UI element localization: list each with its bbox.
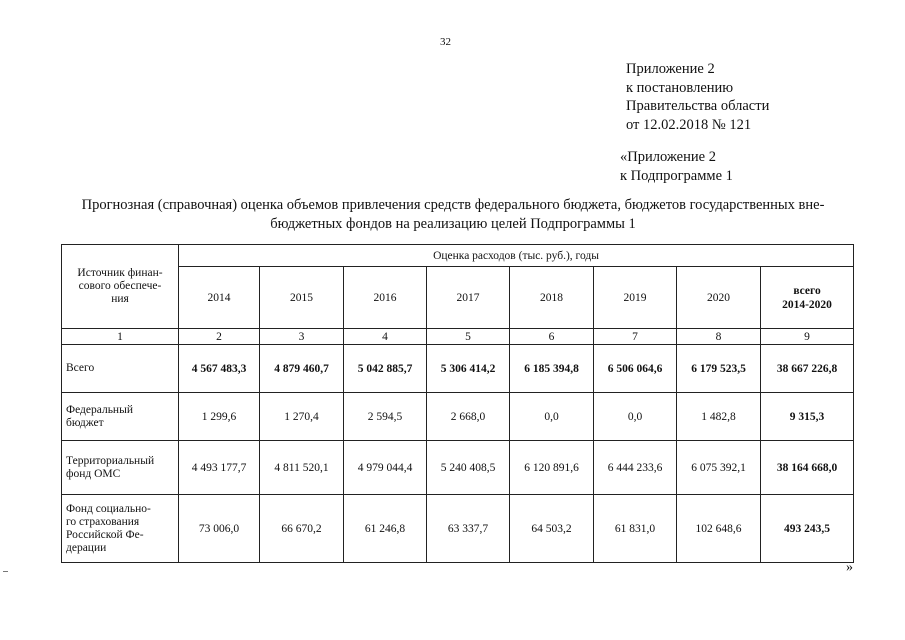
- year-header: 2015: [260, 267, 344, 329]
- value-cell: 4 811 520,1: [260, 441, 344, 495]
- value-cell: 6 120 891,6: [510, 441, 594, 495]
- table-row: [62, 495, 854, 563]
- column-number: 2: [179, 329, 260, 345]
- value-cell: 6 506 064,6: [594, 345, 677, 393]
- row-label-line: Фонд социально-: [66, 502, 151, 515]
- title-line: Прогнозная (справочная) оценка объемов привлечения средств федерального бюджета, бюджетов государственных вне-: [81, 197, 825, 213]
- appendix-line: Приложение 2: [626, 61, 715, 77]
- total-header-line: 2014-2020: [782, 298, 832, 311]
- value-cell: 5 306 414,2: [427, 345, 510, 393]
- appendix-line: к постановлению: [626, 79, 734, 96]
- total-cell: 38 667 226,8: [761, 345, 854, 393]
- value-cell: 0,0: [510, 393, 594, 441]
- document-title: [58, 196, 848, 233]
- value-cell: 5 042 885,7: [344, 345, 427, 393]
- value-cell: 5 240 408,5: [427, 441, 510, 495]
- column-number: 9: [761, 329, 854, 345]
- appendix-block: [626, 60, 769, 134]
- year-header: 2016: [344, 267, 427, 329]
- value-cell: 4 567 483,3: [179, 345, 260, 393]
- value-cell: 66 670,2: [260, 495, 344, 563]
- value-cell: 1 270,4: [260, 393, 344, 441]
- row-label-line: Территориальный: [66, 454, 155, 467]
- row-label: [62, 345, 179, 393]
- value-cell: 2 668,0: [427, 393, 510, 441]
- value-cell: 6 075 392,1: [677, 441, 761, 495]
- column-number: 4: [344, 329, 427, 345]
- column-number: 1: [62, 329, 179, 345]
- year-header: 2017: [427, 267, 510, 329]
- value-cell: 61 831,0: [594, 495, 677, 563]
- value-cell: 4 493 177,7: [179, 441, 260, 495]
- appendix-line: Правительства области: [626, 98, 770, 114]
- row-label-line: го страхования: [66, 515, 140, 528]
- column-number: 7: [594, 329, 677, 345]
- sub-appendix-line: к Подпрограмме 1: [620, 167, 733, 184]
- source-header-line: сового обеспече-: [78, 280, 162, 292]
- value-cell: 1 482,8: [677, 393, 761, 441]
- total-header-line: всего: [793, 284, 821, 297]
- total-cell: 493 243,5: [761, 495, 854, 563]
- budget-table: [61, 244, 854, 563]
- title-line: бюджетных фондов на реализацию целей Подпрограммы 1: [270, 215, 636, 232]
- total-cell: 38 164 668,0: [761, 441, 854, 495]
- value-cell: 4 979 044,4: [344, 441, 427, 495]
- row-label-line: Российской Фе-: [66, 528, 144, 541]
- scan-margin-mark: [3, 571, 8, 572]
- source-header-line: Источник финан-: [77, 267, 163, 279]
- year-header: 2014: [179, 267, 260, 329]
- value-cell: 6 444 233,6: [594, 441, 677, 495]
- row-label: [62, 495, 179, 563]
- row-label-line: Федеральный: [66, 403, 133, 416]
- sub-appendix-line: «Приложение 2: [620, 149, 716, 165]
- table-row: [62, 441, 854, 495]
- closing-quote: »: [846, 560, 853, 575]
- year-header: 2020: [677, 267, 761, 329]
- value-cell: 4 879 460,7: [260, 345, 344, 393]
- value-cell: 102 648,6: [677, 495, 761, 563]
- row-label-line: бюджет: [66, 416, 104, 429]
- value-cell: 64 503,2: [510, 495, 594, 563]
- column-number-row: [62, 329, 854, 345]
- row-label-line: Всего: [66, 362, 95, 374]
- row-label-line: дерации: [66, 541, 107, 554]
- page-number: 32: [440, 36, 451, 48]
- table-row: [62, 393, 854, 441]
- year-header: 2018: [510, 267, 594, 329]
- column-number: 5: [427, 329, 510, 345]
- column-number: 8: [677, 329, 761, 345]
- expense-header: Оценка расходов (тыс. руб.), годы: [179, 245, 854, 267]
- appendix-line: от 12.02.2018 № 121: [626, 116, 752, 133]
- year-header: 2019: [594, 267, 677, 329]
- row-label-line: фонд ОМС: [66, 467, 121, 480]
- source-header-line: ния: [111, 293, 129, 305]
- row-label: [62, 441, 179, 495]
- value-cell: 6 185 394,8: [510, 345, 594, 393]
- value-cell: 6 179 523,5: [677, 345, 761, 393]
- column-number: 6: [510, 329, 594, 345]
- sub-appendix-block: [620, 148, 733, 185]
- value-cell: 0,0: [594, 393, 677, 441]
- value-cell: 73 006,0: [179, 495, 260, 563]
- source-header: [62, 245, 179, 329]
- value-cell: 2 594,5: [344, 393, 427, 441]
- total-cell: 9 315,3: [761, 393, 854, 441]
- value-cell: 61 246,8: [344, 495, 427, 563]
- total-header: [761, 267, 854, 329]
- row-label: [62, 393, 179, 441]
- value-cell: 1 299,6: [179, 393, 260, 441]
- column-number: 3: [260, 329, 344, 345]
- table-row: [62, 345, 854, 393]
- value-cell: 63 337,7: [427, 495, 510, 563]
